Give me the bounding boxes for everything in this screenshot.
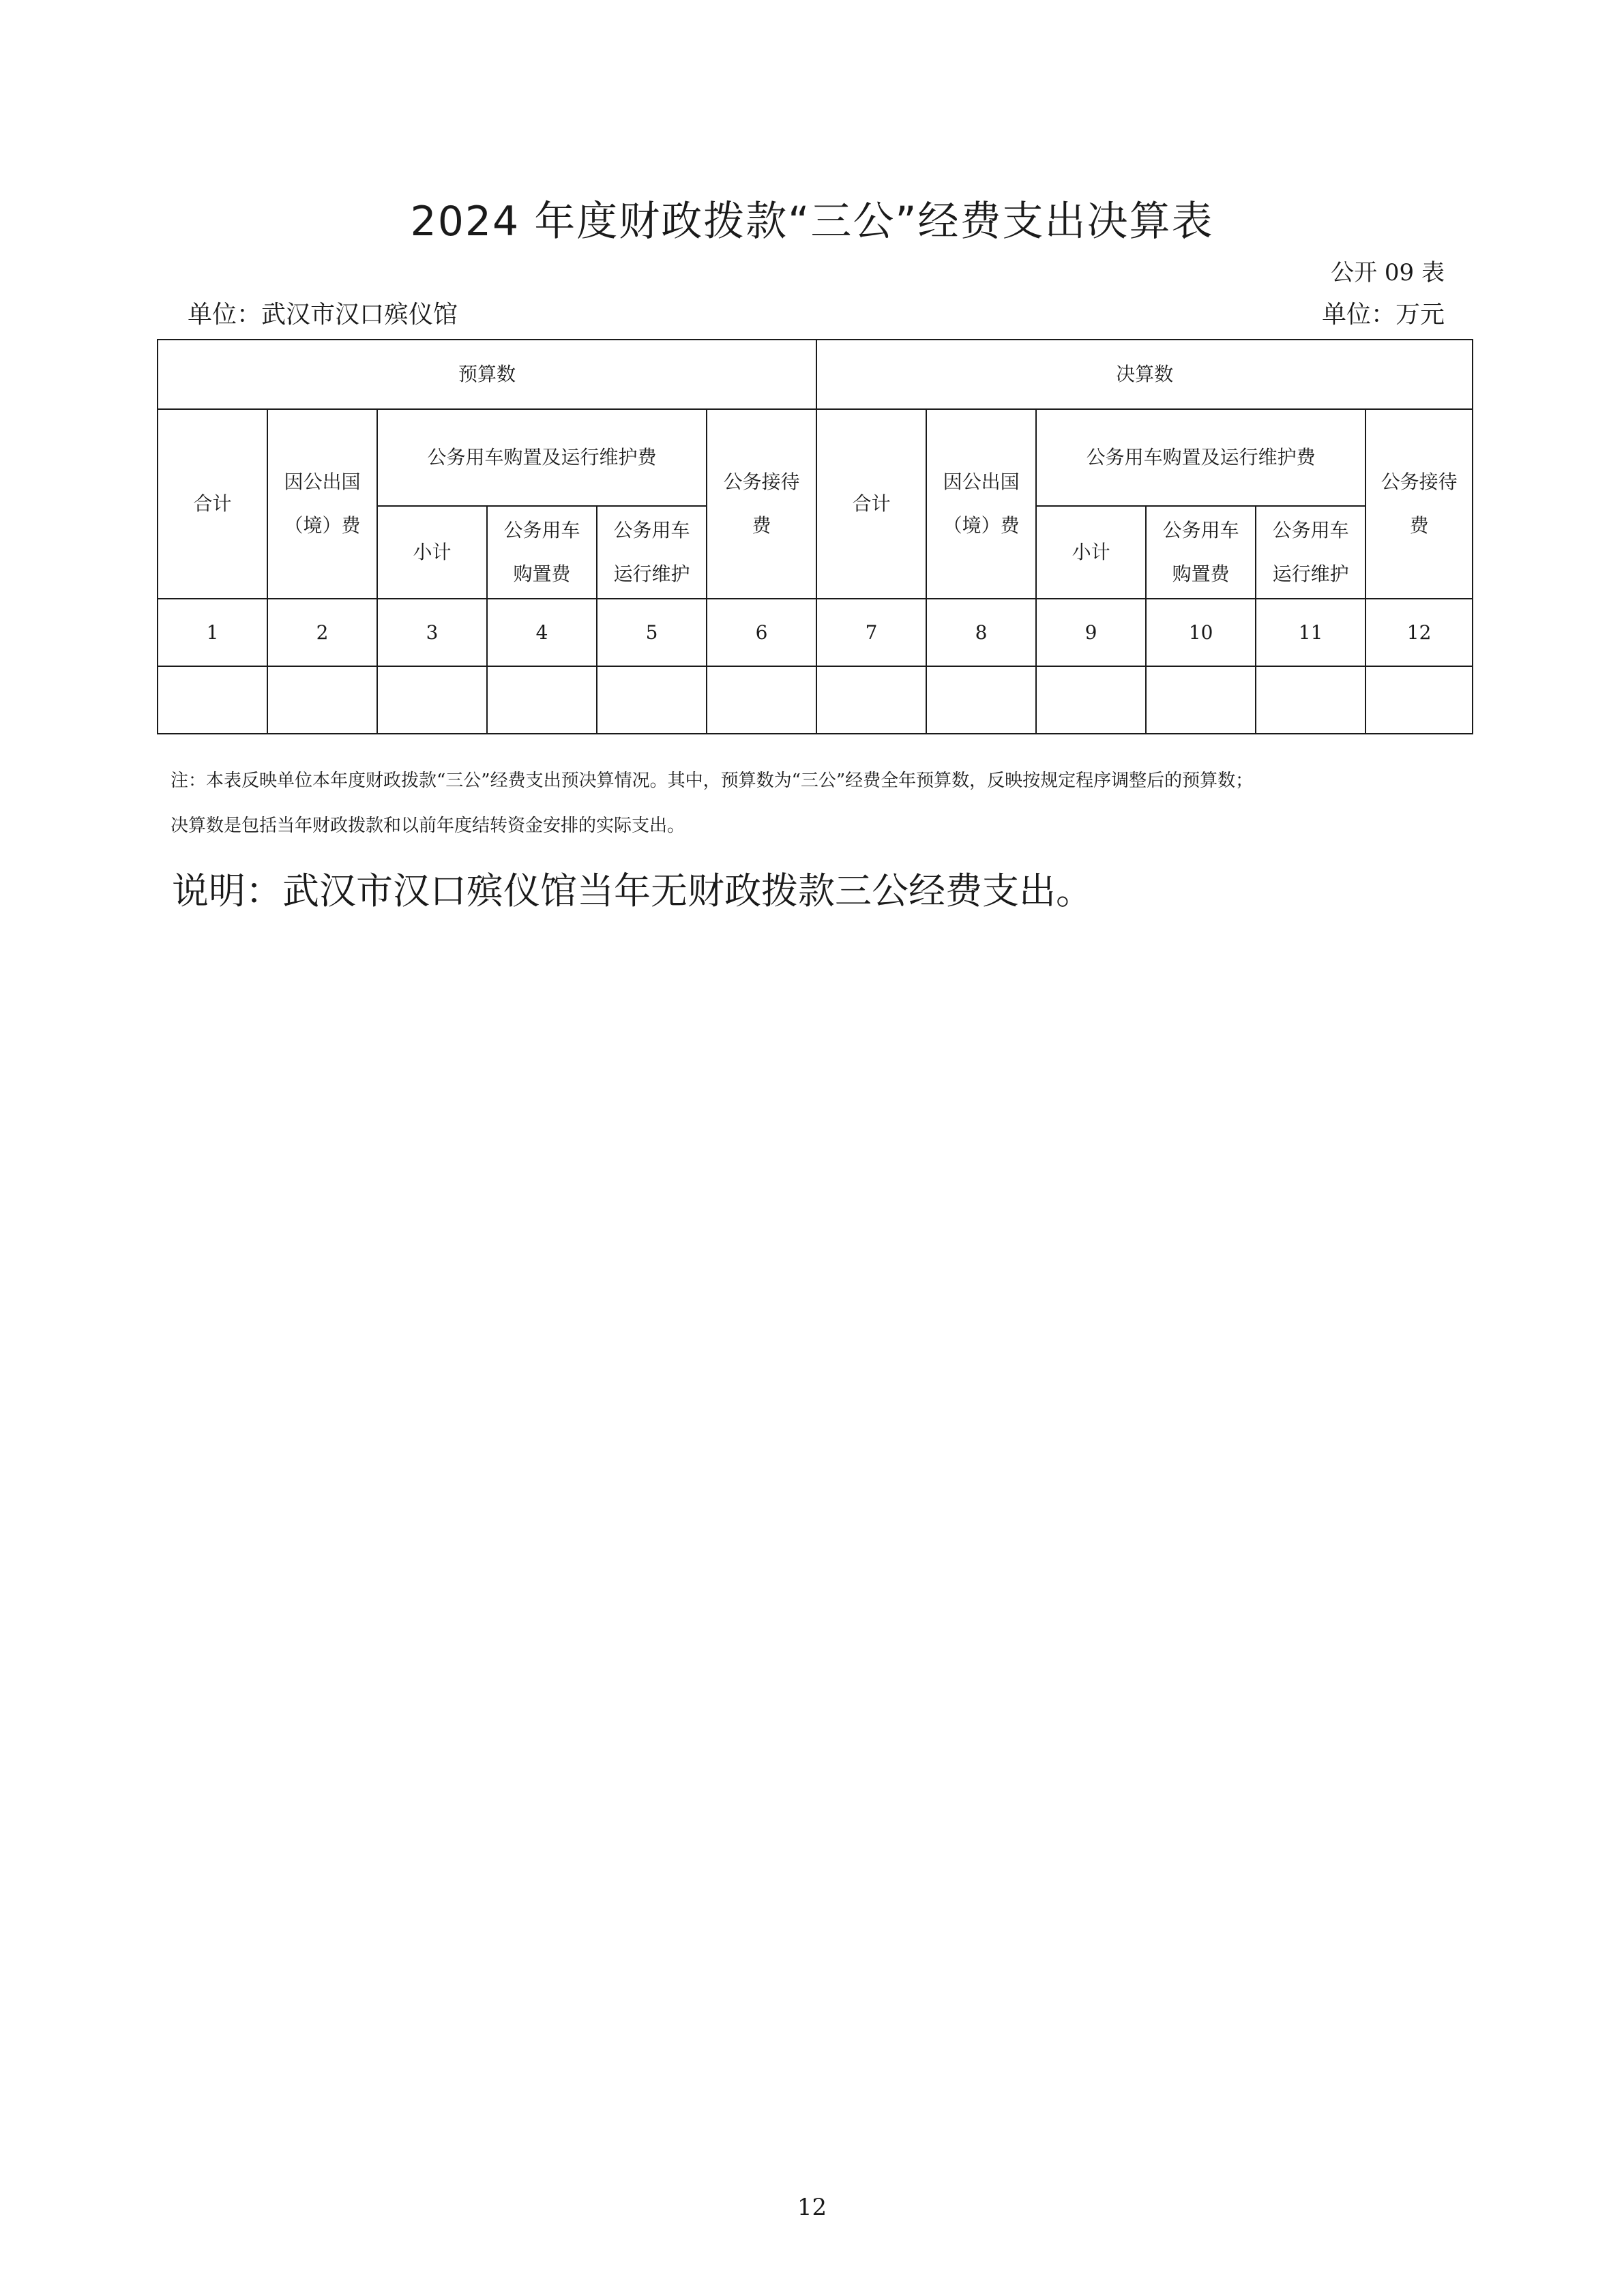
column-number-cell: 9	[1036, 599, 1146, 666]
header-final-maintenance	[1256, 506, 1365, 599]
header-budget-group: 预算数	[158, 340, 816, 409]
data-cell	[487, 666, 597, 734]
column-number-row	[158, 599, 1473, 666]
column-number-cell: 1	[158, 599, 267, 666]
header-text-line: 因公出国	[284, 471, 361, 493]
column-number-cell: 8	[926, 599, 1036, 666]
header-budget-vehicle: 公务用车购置及运行维护费	[377, 409, 707, 506]
header-budget-total: 合计	[158, 409, 267, 599]
header-text-line: （境）费	[943, 514, 1020, 537]
header-budget-subtotal: 小计	[377, 506, 487, 599]
header-text-line: 因公出国	[943, 471, 1020, 493]
header-text-line: 运行维护	[1272, 563, 1349, 585]
header-text-line: 公务接待	[723, 471, 800, 493]
header-final-subtotal: 小计	[1036, 506, 1146, 599]
column-number-cell: 7	[816, 599, 926, 666]
page-number: 12	[797, 2194, 827, 2221]
header-text-line: 公务用车	[1272, 519, 1349, 541]
header-text-line: 购置费	[1172, 563, 1230, 585]
column-number-cell: 10	[1146, 599, 1256, 666]
data-row	[158, 666, 1473, 734]
data-cell	[158, 666, 267, 734]
header-final-abroad	[926, 409, 1036, 599]
table-note-line: 决算数是包括当年财政拨款和以前年度结转资金安排的实际支出。	[171, 816, 685, 836]
table-note	[171, 758, 1480, 848]
data-cell	[267, 666, 377, 734]
data-cell	[1256, 666, 1365, 734]
header-final-total: 合计	[816, 409, 926, 599]
data-cell	[377, 666, 487, 734]
data-cell	[1036, 666, 1146, 734]
column-number-cell: 3	[377, 599, 487, 666]
form-number: 公开 09 表	[1331, 259, 1445, 286]
column-number-cell: 6	[707, 599, 816, 666]
explanation-text: 说明：武汉市汉口殡仪馆当年无财政拨款三公经费支出。	[172, 869, 1093, 912]
data-cell	[926, 666, 1036, 734]
column-number-cell: 2	[267, 599, 377, 666]
header-text-line: 公务用车	[1162, 519, 1239, 541]
header-text-line: 公务接待	[1381, 471, 1458, 493]
data-cell	[1365, 666, 1473, 734]
data-cell	[816, 666, 926, 734]
column-number-cell: 5	[597, 599, 707, 666]
column-number-cell: 4	[487, 599, 597, 666]
header-text-line: 购置费	[513, 563, 571, 585]
three-public-expenses-table	[157, 339, 1473, 734]
unit-name: 单位：武汉市汉口殡仪馆	[188, 301, 458, 329]
data-cell	[707, 666, 816, 734]
header-final-purchase	[1146, 506, 1256, 599]
header-budget-purchase	[487, 506, 597, 599]
header-final-reception	[1365, 409, 1473, 599]
header-text-line: 运行维护	[613, 563, 690, 585]
page-title: 2024 年度财政拨款“三公”经费支出决算表	[410, 198, 1214, 245]
data-cell	[1146, 666, 1256, 734]
table-note-line: 注：本表反映单位本年度财政拨款“三公”经费支出预决算情况。其中，预算数为“三公”经费全年预算数，反映按规定程序调整后的预算数；	[171, 771, 1254, 791]
data-cell	[597, 666, 707, 734]
header-final-group: 决算数	[816, 340, 1473, 409]
header-text-line: 公务用车	[613, 519, 690, 541]
header-budget-maintenance	[597, 506, 707, 599]
header-row-groups	[158, 340, 1473, 409]
currency-unit: 单位：万元	[1321, 301, 1445, 329]
header-final-vehicle: 公务用车购置及运行维护费	[1036, 409, 1365, 506]
header-budget-abroad	[267, 409, 377, 599]
header-row-categories	[158, 409, 1473, 506]
header-text-line: 费	[752, 514, 771, 537]
column-number-cell: 12	[1365, 599, 1473, 666]
column-number-cell: 11	[1256, 599, 1365, 666]
header-text-line: 公务用车	[503, 519, 580, 541]
header-text-line: 费	[1409, 514, 1429, 537]
header-budget-reception	[707, 409, 816, 599]
header-text-line: （境）费	[284, 514, 361, 537]
